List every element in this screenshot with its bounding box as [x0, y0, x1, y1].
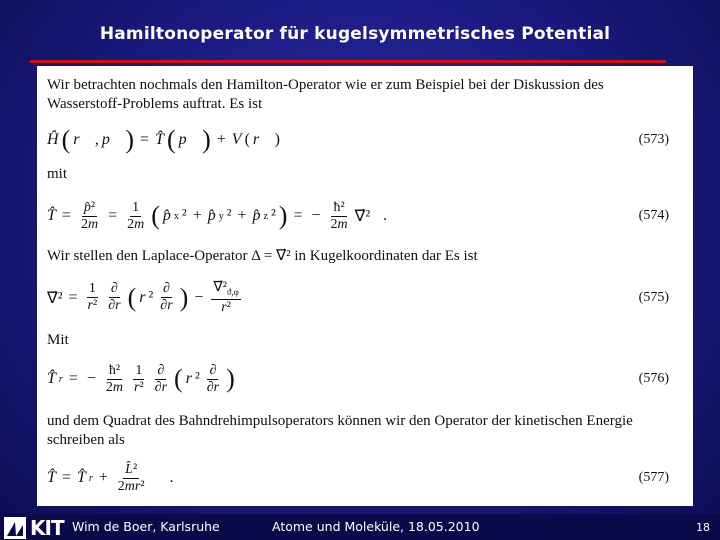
text-mit-1: mit	[47, 166, 68, 182]
footer-course: Atome und Moleküle, 18.05.2010	[272, 519, 480, 534]
equation-576-body: T̂ r = − $\frac{\text{ħ²}}{2m}$ $\frac{1}{\text{r²}}$ $\frac{\partial}{\partial r}$ ( r ² $\frac{\partial}{\partial r}$ )	[47, 362, 235, 395]
equation-574	[47, 194, 669, 238]
page-number: 18	[696, 521, 710, 534]
equation-number-576: (576)	[638, 371, 669, 386]
equation-575	[47, 276, 669, 320]
kit-logo-icon	[4, 517, 26, 539]
text-mit-2: Mit	[47, 332, 69, 348]
title-underline	[30, 60, 666, 63]
equation-number-573: (573)	[638, 132, 669, 147]
equation-575-body: ∇⃗² = $\frac{1}{\text{r²}}$ $\frac{\partial}{\partial r}$ ( r ² $\frac{\partial}{\partial r}$ ) − $\frac{\nabla⃗^2_{ϑ,\varphi}}{\text{r²}}$	[47, 279, 239, 316]
content-panel	[37, 66, 693, 506]
equation-number-577: (577)	[638, 470, 669, 485]
equation-577-body: T̂ = T̂ r + $\frac{\text{L̂²}}{\text{2mr²}}$ .	[47, 461, 174, 494]
intro-paragraph: Wir betrachten nochmals den Hamilton-Operator wie er zum Beispiel bei der Diskussion des Wasserstoff-Problems auftrat. Es ist	[47, 77, 604, 112]
equation-574-body: T̂ = $\frac{\text{p̂²}}{2m}$ = $\frac{1}{2m}$ ( p̂ x ² + p̂ y ² + p̂ z ² ) = − $\frac{\text{ħ²}}{2m}$ ∇⃗² .	[47, 199, 388, 232]
equation-number-574: (574)	[638, 208, 669, 223]
equation-573	[47, 118, 669, 162]
equation-577	[47, 456, 669, 500]
kit-logo-text: KIT	[30, 515, 64, 540]
closing-paragraph: und dem Quadrat des Bahndrehimpulsoperators können wir den Operator der kinetischen Energie schreiben als	[47, 413, 633, 448]
slide-title: Hamiltonoperator für kugelsymmetrisches Potential	[99, 24, 611, 44]
laplace-paragraph: Wir stellen den Laplace-Operator Δ = ∇⃗² in Kugelkoordinaten dar Es ist	[47, 248, 478, 264]
equation-573-body: Ĥ ( r⃗ , p⃗ ) = T̂ ( p⃗ ) + V ( r⃗ )	[47, 125, 280, 154]
kit-logo	[4, 515, 66, 540]
footer-author: Wim de Boer, Karlsruhe	[72, 519, 220, 534]
equation-576	[47, 357, 669, 401]
equation-number-575: (575)	[638, 290, 669, 305]
